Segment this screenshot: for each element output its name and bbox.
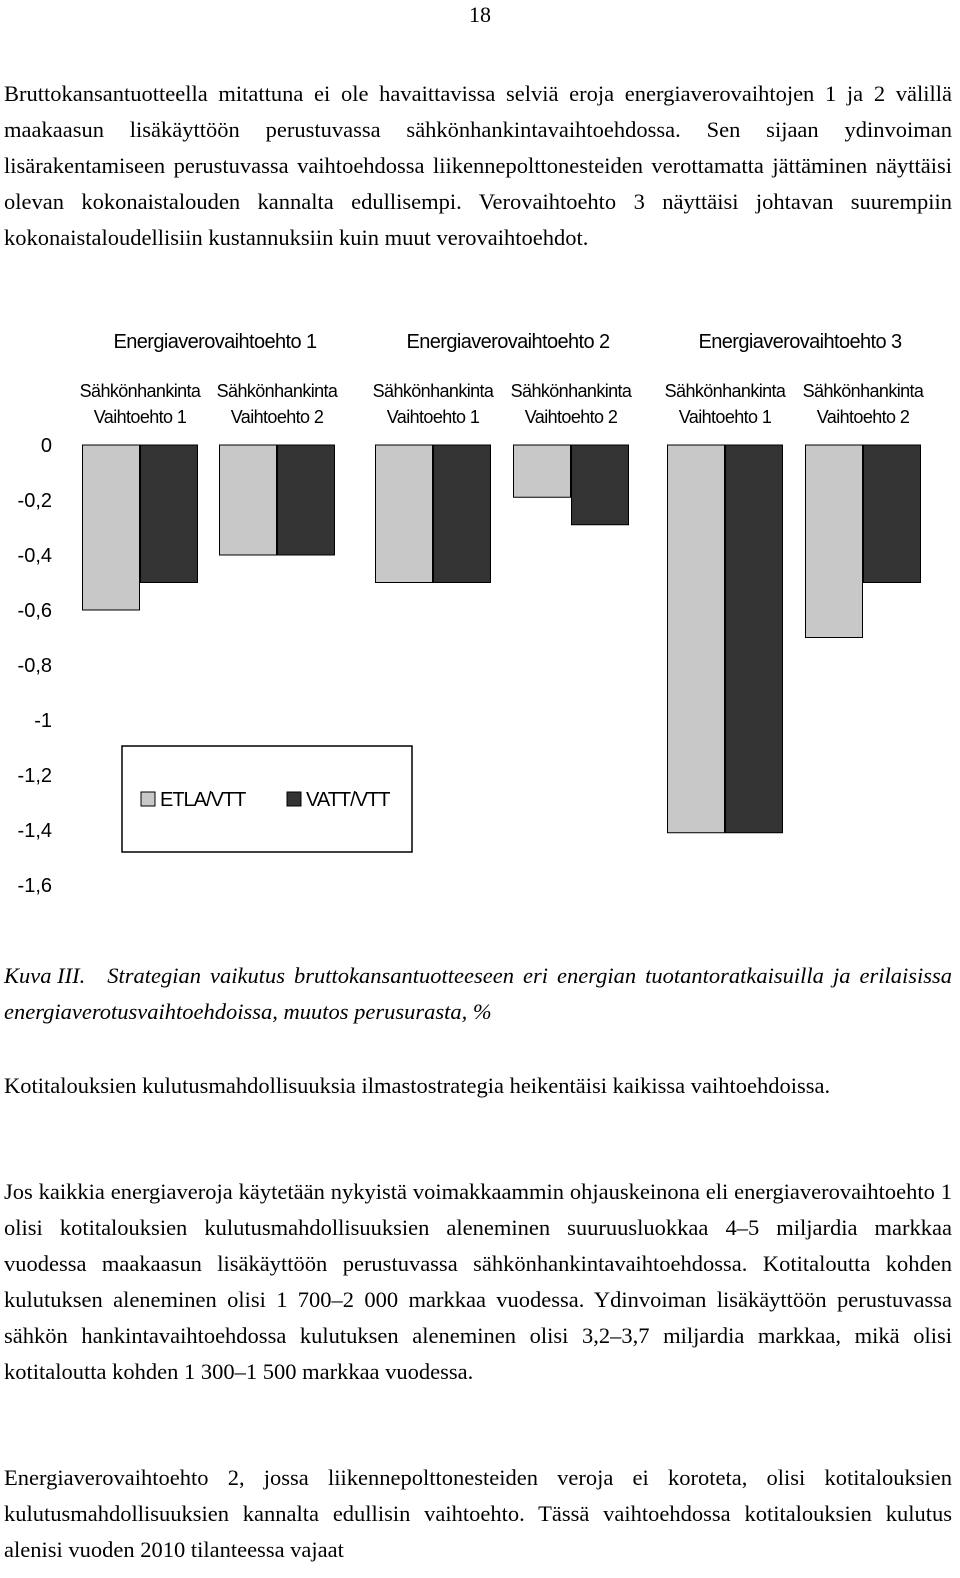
subcategory-label: Sähkönhankinta [510, 381, 632, 401]
bar-vatt [278, 445, 335, 555]
bar-vatt [572, 445, 629, 525]
page-number: 18 [469, 2, 491, 27]
y-tick-label: -0,6 [17, 600, 52, 622]
gdp-impact-chart [0, 318, 960, 948]
bar-etla [220, 445, 277, 555]
y-tick-label: -1 [34, 710, 52, 732]
subcategory-sublabel: Vaihtoehto 2 [230, 407, 324, 427]
bar-etla [806, 445, 863, 638]
bar-etla [376, 445, 433, 583]
subcategory-sublabel: Vaihtoehto 2 [524, 407, 618, 427]
bar-etla [514, 445, 571, 497]
bar-vatt [141, 445, 198, 583]
subcategory-sublabel: Vaihtoehto 1 [386, 407, 480, 427]
caption-text: Strategian vaikutus bruttokansantuotteeseen eri energian tuotantoratkaisuilla ja erilaisissa energiaverotusvaihtoehdoissa, muutos perusurasta, % [4, 963, 952, 1024]
y-tick-label: -1,4 [17, 820, 52, 842]
paragraph-bkt: Bruttokansantuotteella mitattuna ei ole havaittavissa selviä eroja energiaverovaihtojen 1 ja 2 välillä maakaasun lisäkäyttöön perustuvassa sähkönhankintavaihtoehdossa. Sen sijaan ydinvoiman lisärakentamiseen perustuvassa vaihtoehdossa liikennepolttonesteiden verottamatta jättäminen näyttäisi olevan kokonaistalouden kannalta edullisempi. Verovaihtoehto 3 näyttäisi johtavan suurempiin kokonaistaloudellisiin kustannuksiin kuin muut verovaihtoehdot. [4, 81, 952, 250]
legend-swatch-etla [141, 792, 155, 806]
subcategory-sublabel: Vaihtoehto 1 [93, 407, 187, 427]
subcategory-sublabel: Vaihtoehto 2 [816, 407, 910, 427]
subcategory-sublabel: Vaihtoehto 1 [678, 407, 772, 427]
bar-etla [668, 445, 725, 833]
subcategory-label: Sähkönhankinta [372, 381, 494, 401]
group-label: Energiaverovaihtoehto 2 [406, 331, 610, 353]
subcategory-label: Sähkönhankinta [216, 381, 338, 401]
y-tick-label: -0,4 [17, 545, 52, 567]
group-label: Energiaverovaihtoehto 3 [698, 331, 902, 353]
y-tick-label: -1,2 [17, 765, 52, 787]
y-tick-label: -0,8 [17, 655, 52, 677]
bar-vatt [726, 445, 783, 833]
y-tick-label: -1,6 [17, 875, 52, 897]
y-tick-label: 0 [40, 435, 52, 457]
group-label: Energiaverovaihtoehto 1 [113, 331, 317, 353]
bar-vatt [434, 445, 491, 583]
chart-legend [122, 746, 412, 852]
y-tick-label: -0,2 [17, 490, 52, 512]
paragraph-households: Kotitalouksien kulutusmahdollisuuksia ilmastostrategia heikentäisi kaikissa vaihtoehdoissa. [4, 1073, 831, 1098]
paragraph-option-2: Energiaverovaihtoehto 2, jossa liikennepolttonesteiden veroja ei koroteta, olisi kotitalouksien kulutusmahdollisuuksien kannalta edullisin vaihtoehto. Tässä vaihtoehdossa kotitalouksien kulutus alenisi vuoden 2010 tilanteessa vajaat [4, 1465, 952, 1562]
legend-label-vatt: VATT/VTT [306, 789, 390, 811]
subcategory-label: Sähkönhankinta [802, 381, 924, 401]
subcategory-label: Sähkönhankinta [79, 381, 201, 401]
bar-vatt [864, 445, 921, 583]
subcategory-label: Sähkönhankinta [664, 381, 786, 401]
legend-label-etla: ETLA/VTT [160, 789, 246, 811]
caption-label: Kuva III. [4, 963, 86, 988]
bar-etla [83, 445, 140, 610]
legend-swatch-vatt [287, 792, 301, 806]
figure-caption [4, 958, 952, 1030]
paragraph-energy-taxes: Jos kaikkia energiaveroja käytetään nykyistä voimakkaammin ohjauskeinona eli energiaverovaihtoehto 1 olisi kotitalouksien kulutusmahdollisuuksien aleneminen suuruusluokkaa 4–5 miljardia markkaa vuodessa maakaasun lisäkäyttöön perustuvassa sähkönhankintavaihtoehdossa. Kotitaloutta kohden kulutuksen aleneminen olisi 1 700–2 000 markkaa vuodessa. Ydinvoiman lisäkäyttöön perustuvassa sähkön hankintavaihtoehdossa kulutuksen aleneminen olisi 3,2–3,7 miljardia markkaa, mikä olisi kotitaloutta kohden 1 300–1 500 markkaa vuodessa. [4, 1179, 952, 1384]
